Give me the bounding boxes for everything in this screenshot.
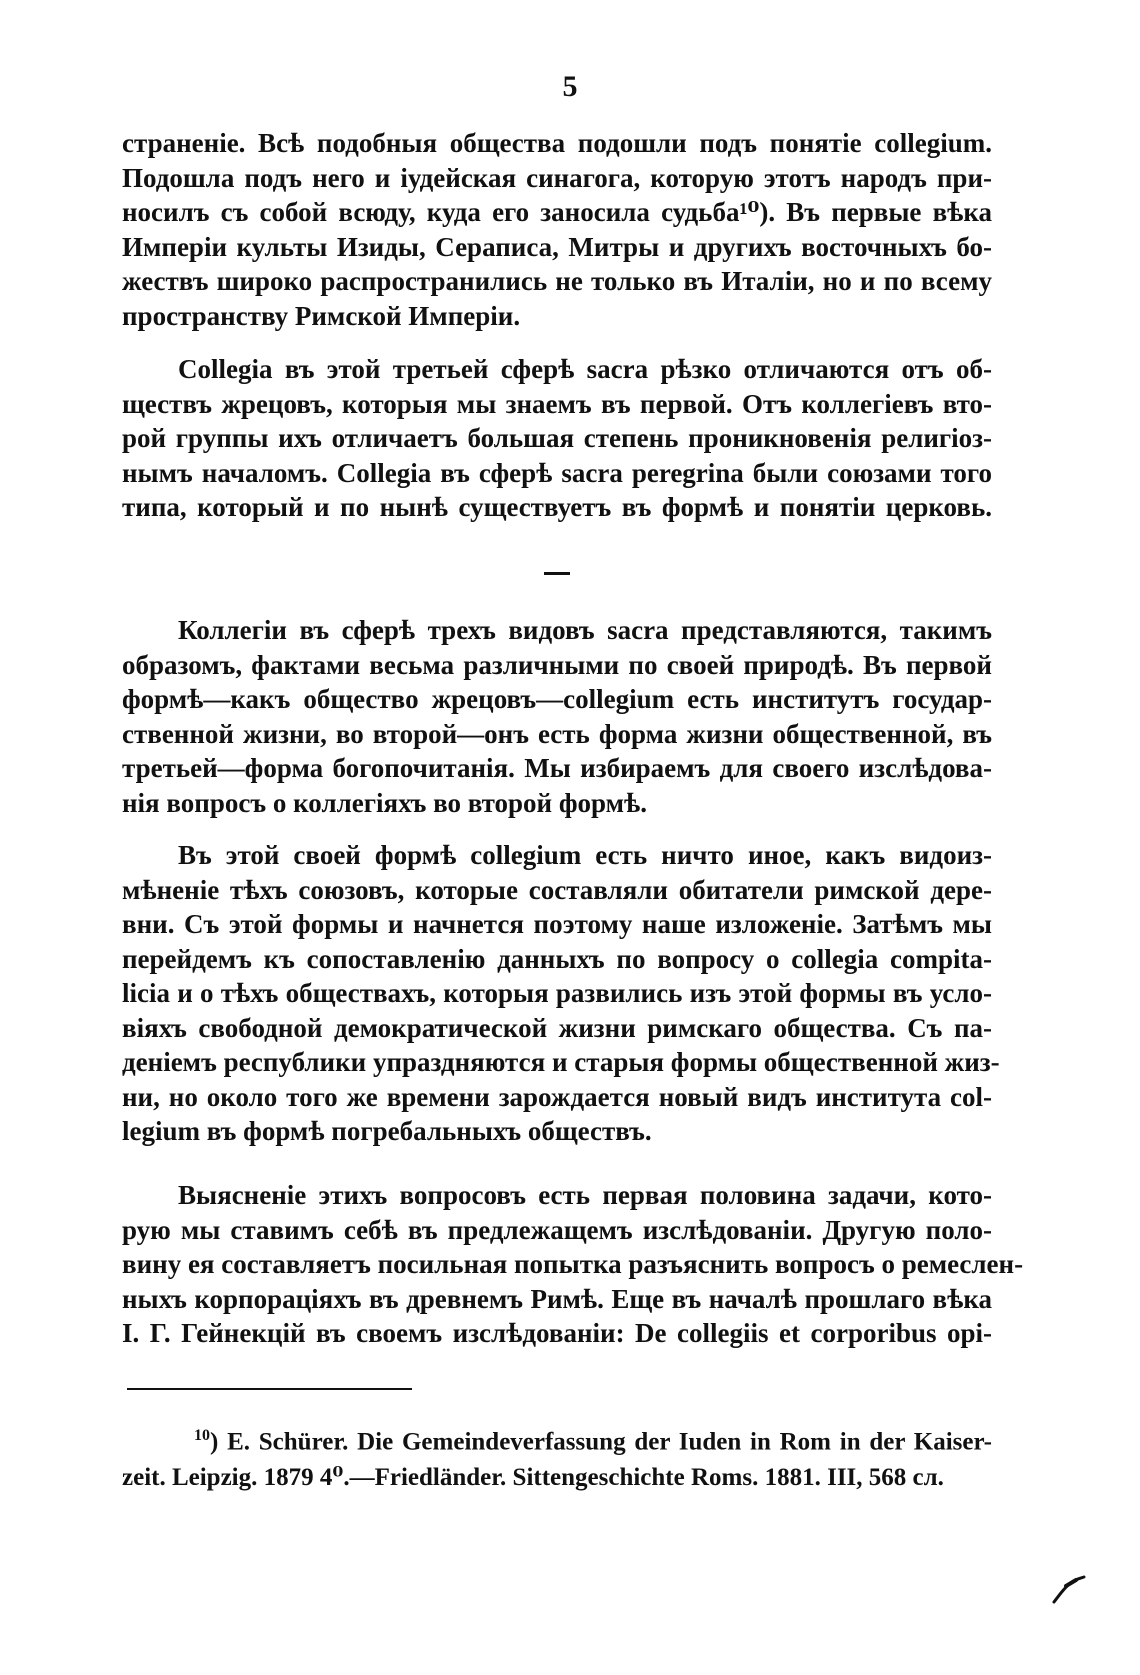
- text-line: рую мы ставимъ себѣ въ предлежащемъ изслѣдованіи. Другую поло-: [122, 1214, 992, 1245]
- text-line: ныхъ корпораціяхъ въ древнемъ Римѣ. Еще въ началѣ прошлаго вѣка: [122, 1283, 992, 1314]
- footnote: [122, 1418, 992, 1496]
- text-line: пространству Римской Имперіи.: [122, 300, 521, 331]
- text-line: вину ея составляетъ посильная попытка разъяснить вопросъ о ремеслен-: [122, 1249, 1024, 1279]
- text-line: носилъ съ собой всюду, куда его заносила судьба¹⁰). Въ первые вѣка: [122, 197, 992, 227]
- footnote-marker: 10: [194, 1427, 210, 1444]
- text-line: ственной жизни, во второй—онъ есть форма жизни общественной, въ: [122, 718, 992, 749]
- handwritten-mark: [1052, 1574, 1086, 1604]
- text-line: перейдемъ къ сопоставленію данныхъ по вопросу о collegia compita-: [122, 943, 992, 974]
- footnote-line: zeit. Leipzig. 1879 4⁰.—Friedländer. Sittengeschichte Roms. 1881. III, 568 сл.: [122, 1464, 944, 1492]
- text-line: образомъ, фактами весьма различными по своей природѣ. Въ первой: [122, 649, 992, 680]
- text-line: деніемъ республики упраздняются и старыя формы общественной жиз-: [122, 1047, 1000, 1077]
- footnote-line: [122, 1418, 992, 1460]
- text-line: страненіе. Всѣ подобныя общества подошли подъ понятіе collegium.: [122, 128, 992, 158]
- text-line: Выясненіе этихъ вопросовъ есть первая половина задачи, кото-: [178, 1180, 992, 1210]
- text-line: ни, но около того же времени зарождается новый видъ института col-: [122, 1081, 992, 1112]
- paragraph-4: [122, 838, 1000, 1149]
- section-separator: [544, 572, 570, 575]
- footnote-rule: [127, 1388, 412, 1390]
- text-line: віяхъ свободной демократической жизни римскаго общества. Съ па-: [122, 1012, 992, 1043]
- text-line: Коллегіи въ сферѣ трехъ видовъ sacra представляются, такимъ: [178, 615, 992, 645]
- text-line: жествъ широко распространились не только въ Италіи, но и по всему: [122, 266, 992, 296]
- text-line: Collegia въ этой третьей сферѣ sacra рѣзко отличаются отъ об-: [178, 354, 992, 384]
- footnote-text: ) E. Schürer. Die Gemeindeverfassung der Iuden in Rom in der Kaiser-: [210, 1428, 992, 1456]
- paragraph-2: [122, 352, 992, 525]
- text-line: I. Г. Гейнекцій въ своемъ изслѣдованіи: De collegiis et corporibus opi-: [122, 1318, 992, 1348]
- paragraph-3: [122, 613, 992, 820]
- text-line: licia и о тѣхъ обществахъ, которыя развились изъ этой формы въ усло-: [122, 978, 992, 1008]
- text-line: мѣненіе тѣхъ союзовъ, которые составляли обитатели римской дере-: [122, 874, 992, 905]
- text-line: нія вопросъ о коллегіяхъ во второй формѣ.: [122, 787, 647, 818]
- text-line: нымъ началомъ. Collegia въ сферѣ sacra peregrina были союзами того: [122, 457, 992, 488]
- text-line: вни. Съ этой формы и начнется поэтому наше изложеніе. Затѣмъ мы: [122, 909, 992, 939]
- text-line: legium въ формѣ погребальныхъ обществъ.: [122, 1116, 652, 1146]
- text-line: Въ этой своей формѣ collegium есть ничто иное, какъ видоиз-: [178, 840, 992, 870]
- text-line: Имперіи культы Изиды, Сераписа, Митры и другихъ восточныхъ бо-: [122, 231, 992, 262]
- paragraph-1: [122, 126, 992, 333]
- paragraph-5: [122, 1178, 1024, 1351]
- text-line: рой группы ихъ отличаетъ большая степень проникновенія религіоз-: [122, 423, 992, 453]
- text-line: ществъ жрецовъ, которыя мы знаемъ въ первой. Отъ коллегіевъ вто-: [122, 388, 992, 419]
- text-line: Подошла подъ него и іудейская синагога, которую этотъ народъ при-: [122, 162, 992, 193]
- text-line: третьей—форма богопочитанія. Мы избираемъ для своего изслѣдова-: [122, 753, 992, 783]
- page-number: 5: [562, 70, 578, 103]
- text-line: формѣ—какъ общество жрецовъ—collegium есть институтъ государ-: [122, 684, 992, 714]
- text-line: типа, который и по нынѣ существуетъ въ формѣ и понятіи церковь.: [122, 492, 992, 522]
